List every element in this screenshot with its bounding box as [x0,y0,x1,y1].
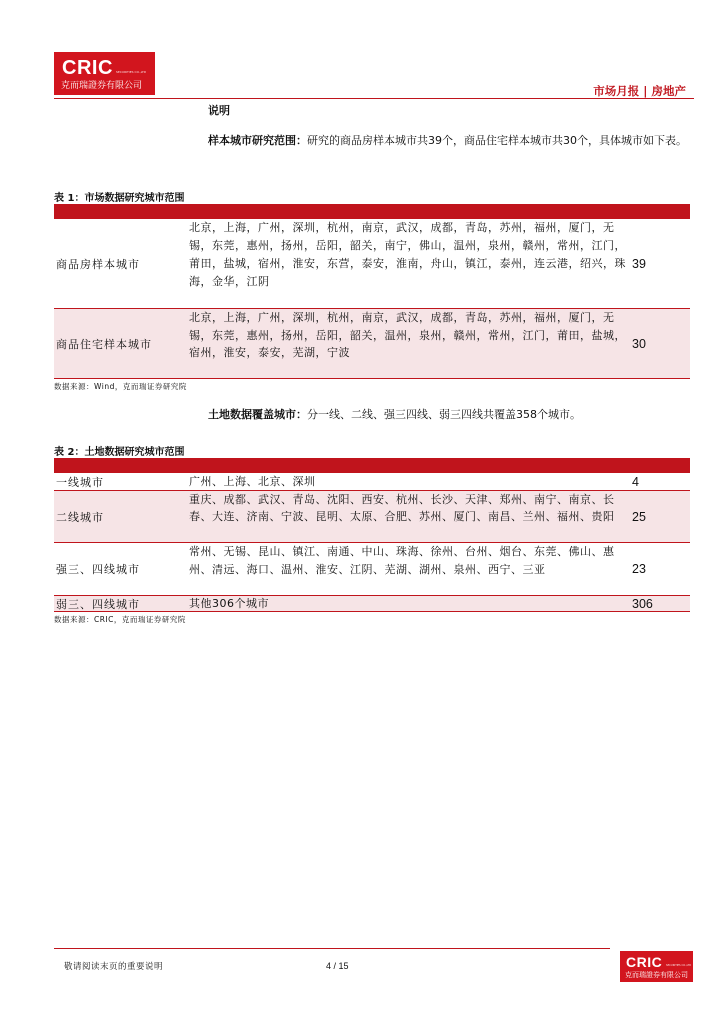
sample-scope-paragraph [208,130,692,152]
cric-logo [54,52,155,95]
table1-row-count: 30 [632,336,646,351]
table2-row-category: 强三、四线城市 [56,563,140,576]
land-coverage-paragraph [208,404,692,426]
table2-title: 表 2：土地数据研究城市范围 [54,447,185,458]
table2-row-category: 二线城市 [56,510,104,524]
land-coverage-text: 分一线、二线、强三四线、弱三四线共覆盖358个城市。 [307,408,581,421]
logo-english-subtext: SECURITIES CO.,LTD [116,70,147,74]
table1-row-cities: 北京，上海，广州，深圳，杭州，南京，武汉，成都，青岛，苏州，福州，厦门，无锡，东莞，惠州，扬州，岳阳，韶关，温州，泉州，赣州，常州，江门，莆田，盐城，宿州，淮安，泰安，芜湖，宁波 [189,311,626,359]
sample-scope-label: 样本城市研究范围： [208,134,307,147]
table2-row-category: 一线城市 [56,475,104,489]
table2-source: 数据来源：CRIC，克而瑞证券研究院 [54,615,186,624]
table2-row [54,543,690,596]
table2-row [54,491,690,543]
table2-row-category: 弱三、四线城市 [56,597,140,611]
table1-source: 数据来源：Wind，克而瑞证券研究院 [54,382,187,391]
land-coverage-label: 土地数据覆盖城市： [208,408,307,421]
table2-row-count: 306 [632,596,653,611]
footer-logo-wordmark: CRIC [626,954,663,970]
table1-header-band [54,204,690,219]
table1-row [54,219,690,309]
footer-logo-company-name: 克而瑞證券有限公司 [625,971,688,979]
table2-row-cities: 其他306个城市 [189,597,269,610]
header-divider [54,98,694,99]
table1-row-category: 商品房样本城市 [56,257,140,271]
page-number: 4 / 15 [326,961,349,971]
table1-title: 表 1：市场数据研究城市范围 [54,193,185,204]
table2-row-cities: 重庆、成都、武汉、青岛、沈阳、西安、杭州、长沙、天津、郑州、南宁、南京、长春、大连、济南、宁波、昆明、太原、合肥、苏州、厦门、南昌、兰州、福州、贵阳 [189,493,615,523]
cric-logo-footer [620,951,693,982]
section-heading: 说明 [208,104,230,117]
logo-wordmark: CRIC [62,57,113,79]
report-title: 市场月报 | 房地产 [593,84,686,98]
table2-row-cities: 常州、无锡、昆山、镇江、南通、中山、珠海、徐州、台州、烟台、东莞、佛山、惠州、清远、海口、温州、淮安、江阴、芜湖、湖州、泉州、西宁、三亚 [189,545,615,576]
table1-row-count: 39 [632,256,646,271]
footer-logo-english-subtext: SECURITIES CO.,LTD [666,964,692,967]
table1-row-cities: 北京，上海，广州，深圳，杭州，南京，武汉，成都，青岛，苏州，福州，厦门，无锡，东莞，惠州，扬州，岳阳，韶关，南宁，佛山，温州，泉州，赣州，常州，江门，莆田，盐城，宿州，淮安，东营，泰安，淮南，舟山，镇江，泰州，连云港，绍兴，珠海，金华，江阴 [189,221,626,288]
table1-row-category: 商品住宅样本城市 [56,337,152,351]
table2-row-count: 25 [632,509,646,524]
table2-row-count: 4 [632,474,639,489]
table2-row-count: 23 [632,562,646,576]
footer-divider [54,948,610,949]
disclaimer-note: 敬请阅读末页的重要说明 [64,962,164,972]
logo-company-name: 克而瑞證券有限公司 [61,81,143,91]
table2-row-cities: 广州、上海、北京、深圳 [189,475,316,488]
sample-scope-text: 研究的商品房样本城市共39个，商品住宅样本城市共30个，具体城市如下表。 [307,134,687,147]
table2-row [54,596,690,612]
table2-header-band [54,458,690,473]
table2-row [54,473,690,491]
table1-row [54,309,690,379]
